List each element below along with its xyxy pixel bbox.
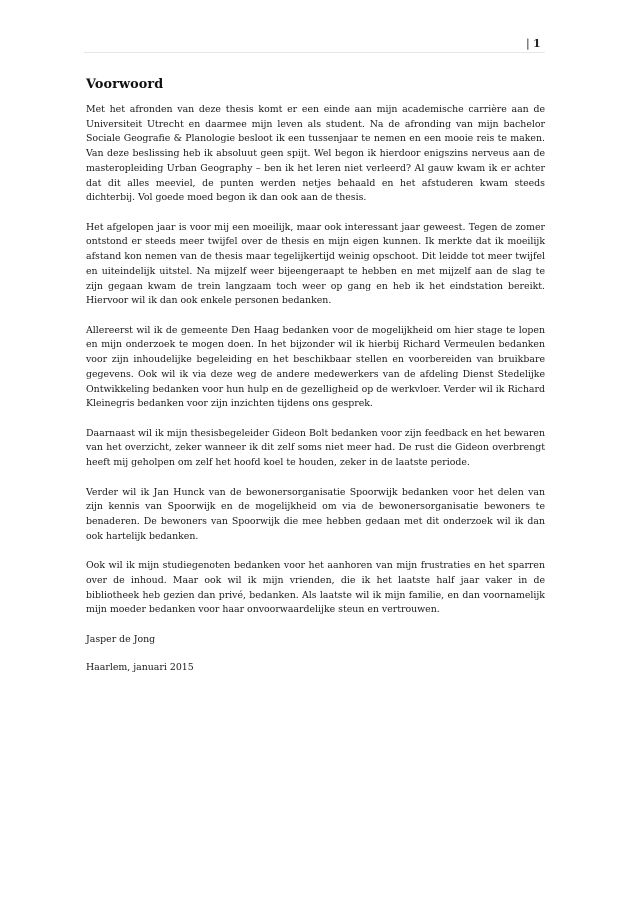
document-body	[86, 77, 545, 688]
paragraph: Allereerst wil ik de gemeente Den Haag bedanken voor de mogelijkheid om hier stage te lopen en mijn onderzoek te mogen doen. In het bijzonder wil ik hierbij Richard Vermeulen bedanken voor zijn inhoudelijke begeleiding en het beschikbaar stellen en voorbereiden van bruikbare gegevens. Ook wil ik via deze weg de andere medewerkers van de afdeling Dienst Stedelijke Ontwikkeling bedanken voor hun hulp en de gezelligheid op de werkvloer. Verder wil ik Richard Kleinegris bedanken voor zijn inzichten tijdens ons gesprek.	[86, 324, 545, 410]
page-number-value: 1	[533, 37, 541, 50]
page-number	[526, 38, 541, 50]
paragraph: Het afgelopen jaar is voor mij een moeilijk, maar ook interessant jaar geweest. Tegen de zomer ontstond er steeds meer twijfel over de thesis en mijn eigen kunnen. Ik merkte dat ik moeilijk afstand kon nemen van de thesis maar tegelijkertijd weinig opschoot. Dit leidde tot meer twijfel en uiteindelijk uitstel. Na mijzelf weer bijeengeraapt te hebben en met mijzelf aan de slag te zijn gegaan kwam de trein langzaam toch weer op gang en heb ik het eindstation bereikt. Hiervoor wil ik dan ook enkele personen bedanken.	[86, 221, 545, 307]
place-and-date: Haarlem, januari 2015	[86, 661, 194, 673]
section-title: Voorwoord	[86, 77, 164, 92]
paragraph: Verder wil ik Jan Hunck van de bewonersorganisatie Spoorwijk bedanken voor het delen van zijn kennis van Spoorwijk en de mogelijkheid om via de bewonersorganisatie bewoners te benaderen. De bewoners van Spoorwijk die mee hebben gedaan met dit onderzoek wil ik dan ook hartelijk bedanken.	[86, 486, 545, 542]
page-header	[84, 38, 545, 53]
paragraph: Ook wil ik mijn studiegenoten bedanken voor het aanhoren van mijn frustraties en het sparren over de inhoud. Maar ook wil ik mijn vrienden, die ik het laatste half jaar vaker in de bibliotheek heb gezien dan privé, bedanken. Als laatste wil ik mijn familie, en dan voornamelijk mijn moeder bedanken voor haar onvoorwaardelijke steun en vertrouwen.	[86, 560, 545, 616]
page-number-separator: |	[526, 37, 531, 50]
paragraph: Daarnaast wil ik mijn thesisbegeleider Gideon Bolt bedanken voor zijn feedback en het bewaren van het overzicht, zeker wanneer ik dit zelf soms niet meer had. De rust die Gideon overbrengt heeft mij geholpen om zelf het hoofd koel te houden, zeker in de laatste periode.	[86, 427, 545, 469]
paragraph: Met het afronden van deze thesis komt er een einde aan mijn academische carrière aan de Universiteit Utrecht en daarmee mijn leven als student. Na de afronding van mijn bachelor Sociale Geografie & Planologie besloot ik een tussenjaar te nemen en een mooie reis te maken. Van deze beslissing heb ik absoluut geen spijt. Wel begon ik hierdoor enigszins nerveus aan de masteropleiding Urban Geography – ben ik het leren niet verleerd? Al gauw kwam ik er achter dat dit alles meeviel, de punten werden netjes behaald en het afstuderen kwam steeds dichterbij. Vol goede moed begon ik dan ook aan de thesis.	[86, 104, 545, 204]
author-name: Jasper de Jong	[86, 633, 156, 645]
